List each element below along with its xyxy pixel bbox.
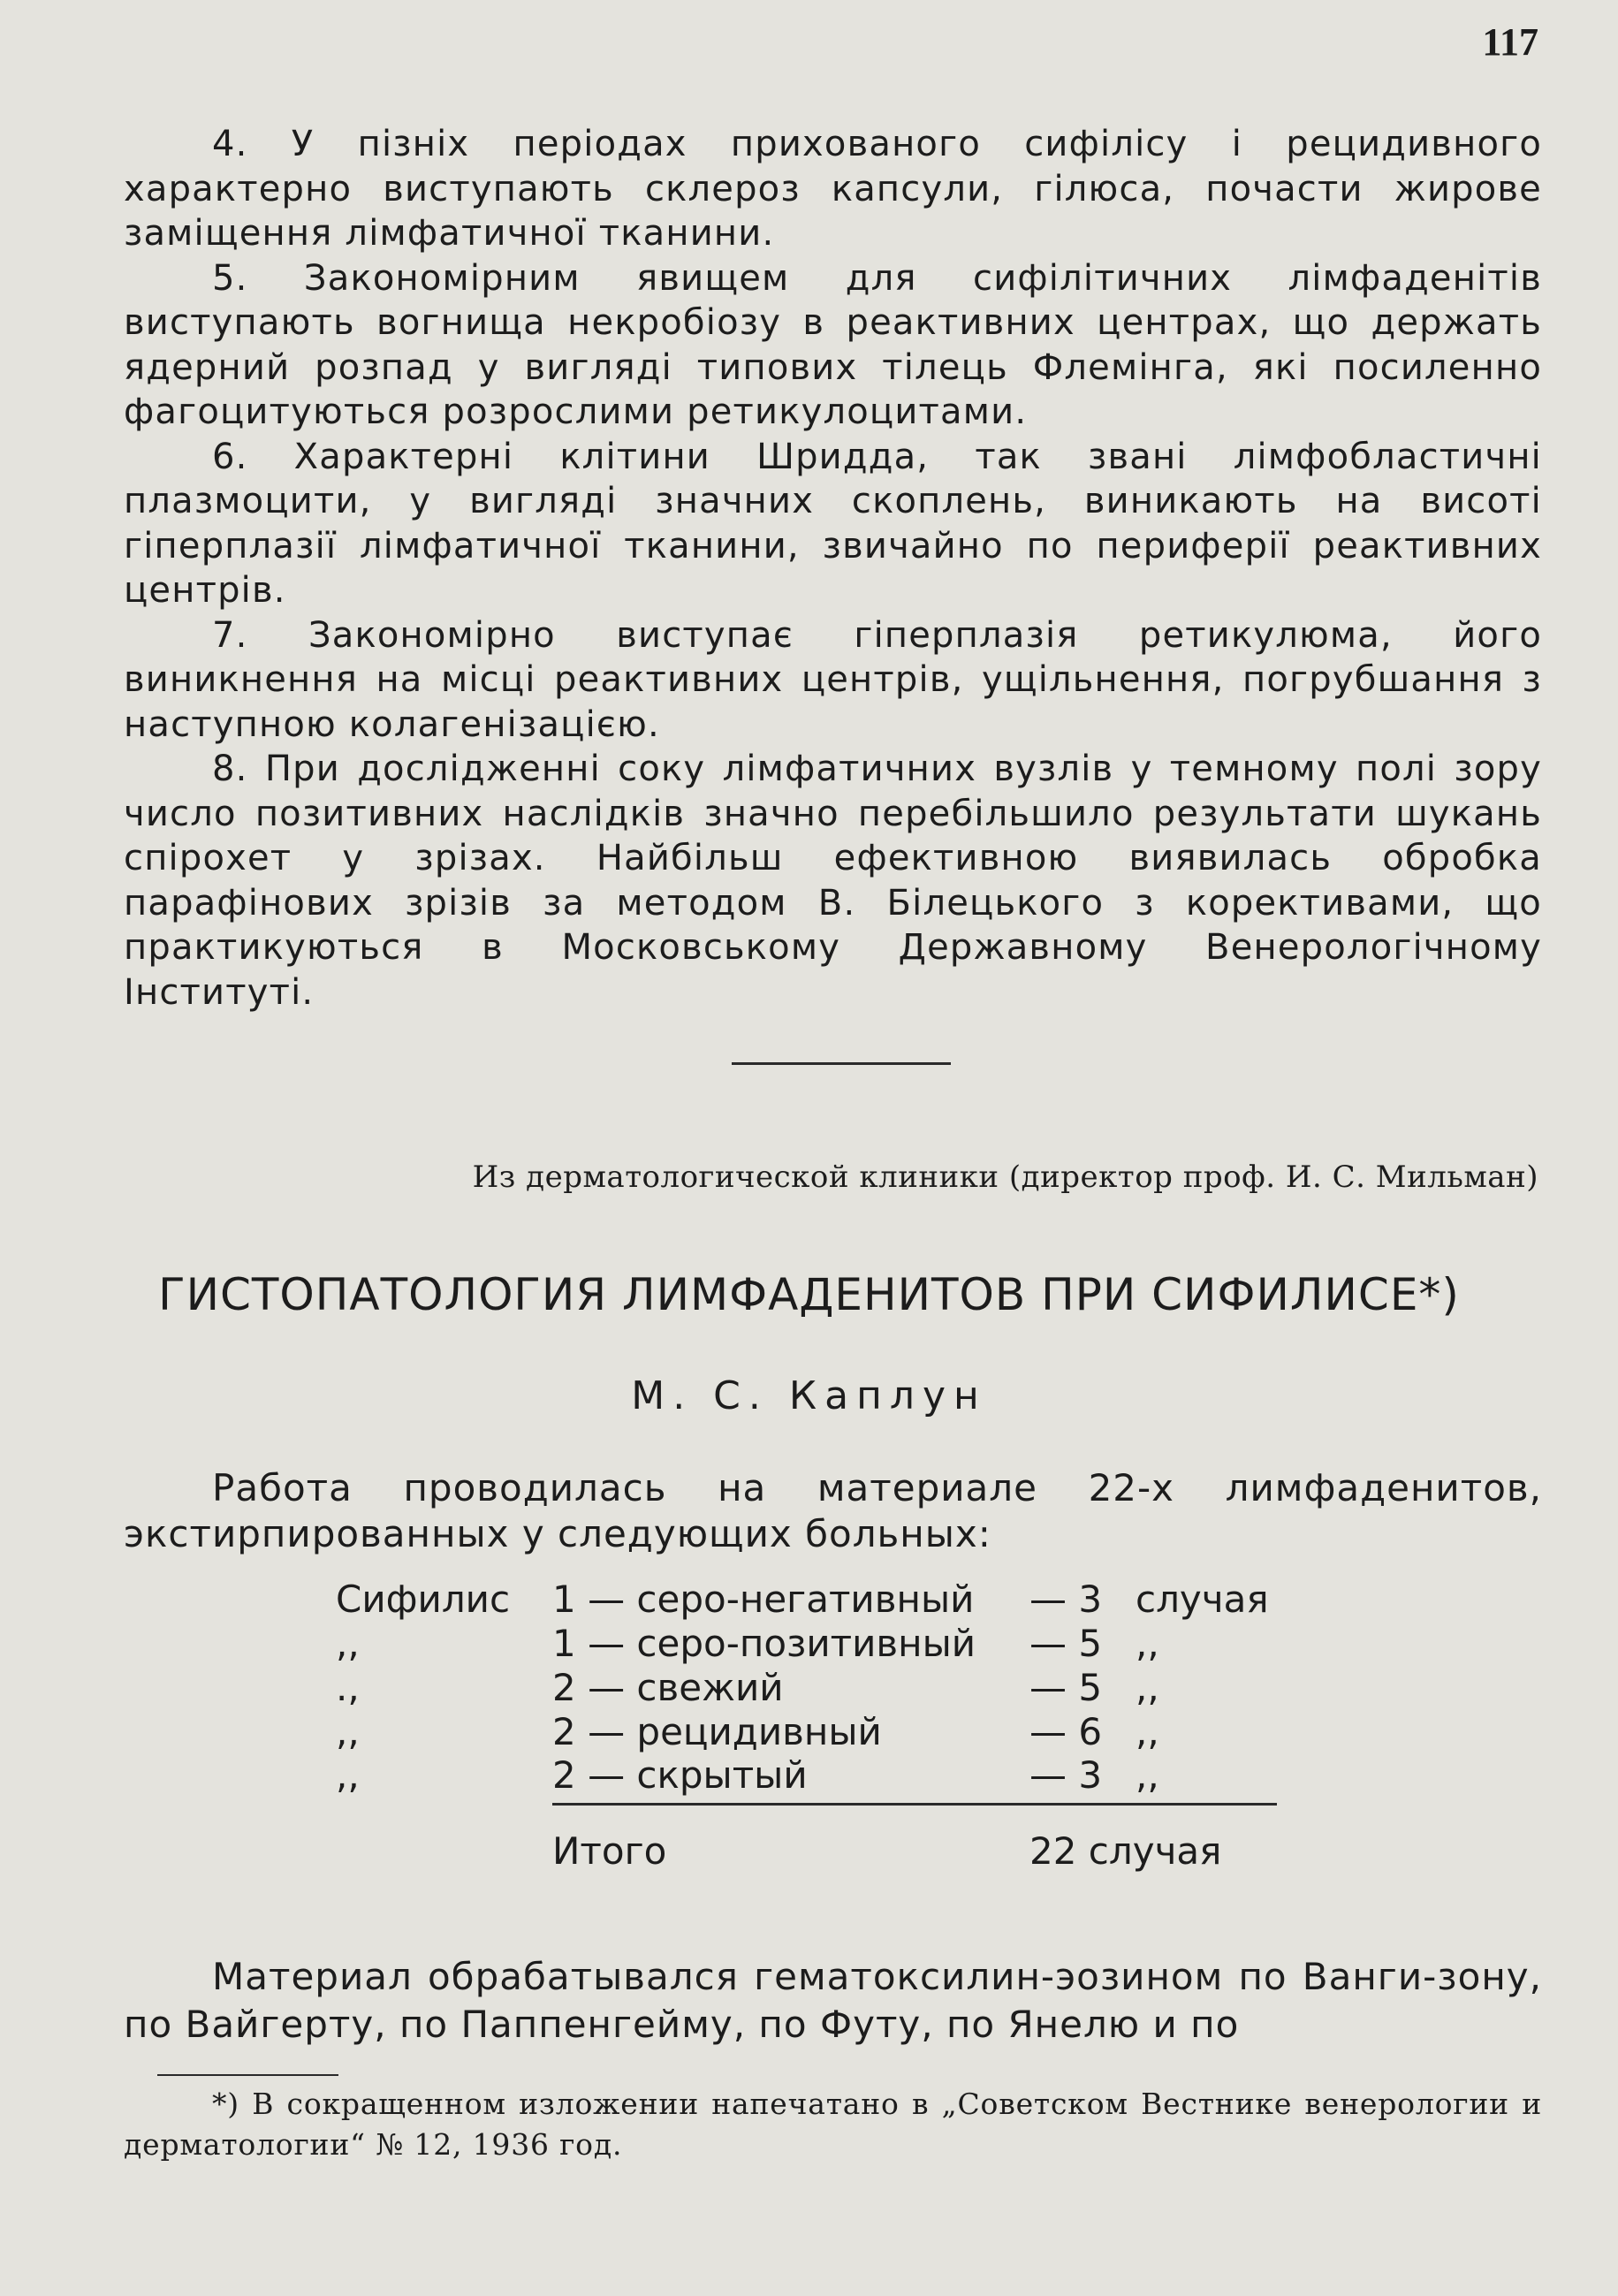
table-row bbox=[336, 1665, 1277, 1709]
row-count: — 3 bbox=[1029, 1577, 1103, 1621]
conclusions-list bbox=[124, 122, 1542, 1015]
row-label: Сифилис bbox=[336, 1577, 511, 1621]
table-row bbox=[336, 1577, 1277, 1621]
conclusion-6: 6. Характерні клітини Шридда, так звані лімфобластичні плазмоцити, у вигляді значних скоплень, виникають на висоті гіперплазії лімфатичної тканини, звичайно по периферії реактивних центрів. bbox=[124, 436, 1542, 611]
row-label: ., bbox=[336, 1665, 360, 1709]
conclusion-4: 4. У пізніх періодах прихованого сифілісу і рецидивного характерно виступають склероз капсули, гілюса, почасти жирове заміщення лімфатичної тканини. bbox=[124, 124, 1542, 254]
section-divider bbox=[732, 1062, 951, 1065]
article-title: ГИСТОПАТОЛОГИЯ ЛИМФАДЕНИТОВ ПРИ СИФИЛИСЕ*) bbox=[158, 1269, 1460, 1320]
page-number: 117 bbox=[1482, 20, 1538, 64]
row-type: 1 — серо-позитивный bbox=[552, 1621, 976, 1665]
row-type: 1 — серо-негативный bbox=[552, 1577, 975, 1621]
total-label: Итого bbox=[552, 1829, 667, 1873]
row-type: 2 — свежий bbox=[552, 1665, 784, 1709]
intro-text: Работа проводилась на материале 22-х лимфаденитов, экстирпированных у следующих больных: bbox=[124, 1466, 1542, 1555]
row-type: 2 — скрытый bbox=[552, 1753, 1029, 1805]
row-unit: ,, bbox=[1136, 1665, 1159, 1709]
author: М. С. Каплун bbox=[631, 1373, 987, 1418]
conclusion-7: 7. Закономірно виступає гіперплазія ретикулюма, його виникнення на місці реактивних центрів, ущільнення, погрубшання з наступною колагенізацією. bbox=[124, 614, 1542, 745]
total-spacer bbox=[336, 1805, 552, 1874]
row-count: — 3 bbox=[1029, 1753, 1136, 1805]
row-count: — 5 bbox=[1029, 1665, 1103, 1709]
table-row bbox=[336, 1621, 1277, 1665]
row-count: — 5 bbox=[1029, 1621, 1103, 1665]
footnote bbox=[124, 2084, 1542, 2165]
row-unit: ,, bbox=[1136, 1753, 1277, 1805]
table-row bbox=[336, 1709, 1277, 1753]
conclusion-5: 5. Закономірним явищем для сифілітичних лімфаденітів виступають вогнища некробіозу в реактивних центрах, що держать ядерний розпад у вигляді типових тілець Флемінга, які посиленно фагоцитуються розрослими ретикулоцитами. bbox=[124, 257, 1542, 432]
cases-table bbox=[336, 1577, 1277, 1873]
row-type: 2 — рецидивный bbox=[552, 1709, 882, 1753]
method-paragraph bbox=[124, 1953, 1542, 2049]
footnote-rule bbox=[157, 2074, 338, 2076]
total-value: 22 случая bbox=[1029, 1829, 1222, 1873]
affiliation: Из дерматологической клиники (директор проф. И. С. Мильман) bbox=[472, 1159, 1538, 1195]
row-unit: ,, bbox=[1136, 1621, 1159, 1665]
method-text: Материал обрабатывался гематоксилин-эозином по Ванги-зону, по Вайгерту, по Паппенгейму, по Футу, по Янелю и по bbox=[124, 1955, 1542, 2046]
row-label: ,, bbox=[336, 1709, 360, 1753]
row-label: ,, bbox=[336, 1753, 360, 1797]
conclusion-8: 8. При дослідженні соку лімфатичних вузлів у темному полі зору число позитивних наслідків значно перебільшило результати шукань спірохет у зрізах. Найбільш ефективною виявилась обробка парафінових зрізів за методом В. Білецького з корективами, що практикуються в Московському Державному Венерологічному Інституті. bbox=[124, 749, 1542, 1013]
row-label: ,, bbox=[336, 1621, 360, 1665]
row-count: — 6 bbox=[1029, 1709, 1103, 1753]
table-total-row bbox=[336, 1805, 1277, 1874]
row-unit: случая bbox=[1136, 1577, 1269, 1621]
table-row bbox=[336, 1753, 1277, 1805]
row-unit: ,, bbox=[1136, 1709, 1159, 1753]
intro-paragraph bbox=[124, 1465, 1542, 1557]
footnote-text: *) В сокращенном изложении напечатано в „Советском Вестнике венерологии и дерматологии“ № 12, 1936 год. bbox=[124, 2087, 1542, 2162]
